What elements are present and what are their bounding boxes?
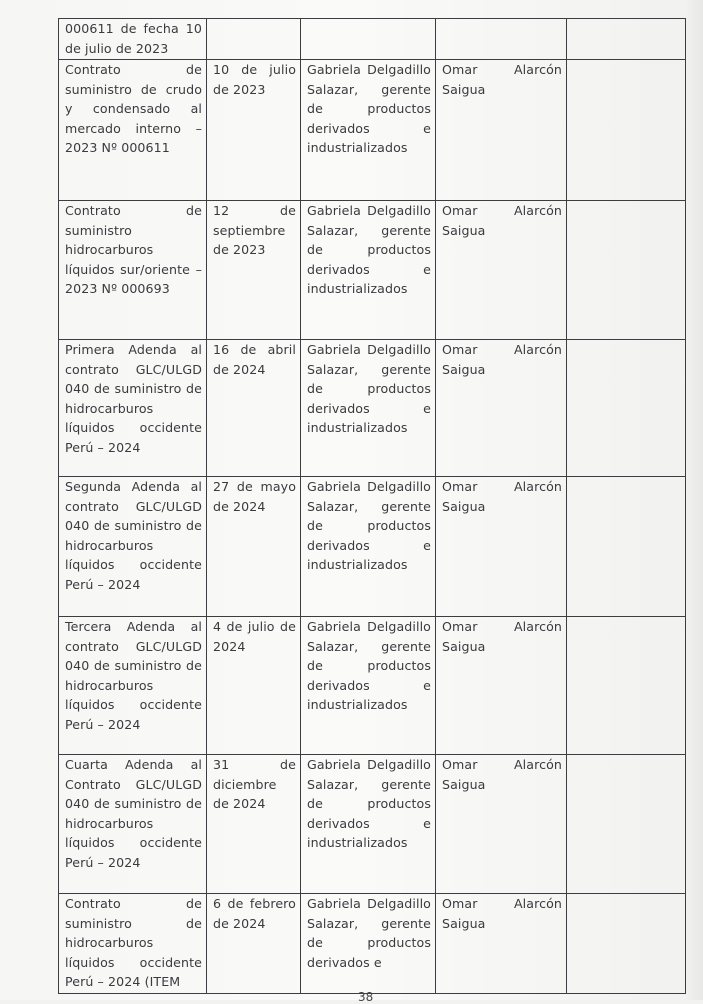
table-row bbox=[59, 477, 686, 617]
date-cell: 12 de septiembre de 2023 bbox=[207, 201, 301, 340]
document-cell: Contrato de suministro de crudo y condensado al mercado interno – 2023 Nº 000611 bbox=[59, 60, 207, 201]
company-signer-cell: Gabriela Delgadillo Salazar, gerente de productos derivados e industrializados bbox=[301, 755, 436, 894]
empty-cell bbox=[567, 19, 686, 60]
empty-cell bbox=[567, 894, 686, 994]
table-row bbox=[59, 340, 686, 477]
document-cell: Tercera Adenda al contrato GLC/ULGD 040 de suministro de hidrocarburos líquidos occidente Perú – 2024 bbox=[59, 617, 207, 755]
empty-cell bbox=[567, 755, 686, 894]
client-signer-cell: Omar Alarcón Saigua bbox=[436, 201, 567, 340]
empty-cell bbox=[567, 201, 686, 340]
document-cell: Segunda Adenda al contrato GLC/ULGD 040 de suministro de hidrocarburos líquidos occidente Perú – 2024 bbox=[59, 477, 207, 617]
table-row bbox=[59, 201, 686, 340]
table-row bbox=[59, 19, 686, 60]
empty-cell bbox=[567, 340, 686, 477]
document-cell: Cuarta Adenda al Contrato GLC/ULGD 040 de suministro de hidrocarburos líquidos occidente Perú – 2024 bbox=[59, 755, 207, 894]
document-cell: Primera Adenda al contrato GLC/ULGD 040 de suministro de hidrocarburos líquidos occidente Perú – 2024 bbox=[59, 340, 207, 477]
client-signer-cell: Omar Alarcón Saigua bbox=[436, 755, 567, 894]
company-signer-cell: Gabriela Delgadillo Salazar, gerente de productos derivados e industrializados bbox=[301, 340, 436, 477]
company-signer-cell: Gabriela Delgadillo Salazar, gerente de productos derivados e industrializados bbox=[301, 477, 436, 617]
company-signer-cell bbox=[301, 19, 436, 60]
client-signer-cell: Omar Alarcón Saigua bbox=[436, 340, 567, 477]
contracts-table bbox=[58, 18, 686, 994]
date-cell: 31 de diciembre de 2024 bbox=[207, 755, 301, 894]
table-row bbox=[59, 755, 686, 894]
document-cell: 000611 de fecha 10 de julio de 2023 bbox=[59, 19, 207, 60]
empty-cell bbox=[567, 477, 686, 617]
client-signer-cell: Omar Alarcón Saigua bbox=[436, 477, 567, 617]
company-signer-cell: Gabriela Delgadillo Salazar, gerente de productos derivados e industrializados bbox=[301, 617, 436, 755]
document-cell: Contrato de suministro hidrocarburos líquidos sur/oriente – 2023 Nº 000693 bbox=[59, 201, 207, 340]
date-cell: 16 de abril de 2024 bbox=[207, 340, 301, 477]
company-signer-cell: Gabriela Delgadillo Salazar, gerente de productos derivados e industrializados bbox=[301, 60, 436, 201]
page-edge-shadow bbox=[685, 0, 703, 1000]
page-number: 38 bbox=[358, 990, 374, 1004]
company-signer-cell: Gabriela Delgadillo Salazar, gerente de productos derivados e industrializados bbox=[301, 201, 436, 340]
client-signer-cell: Omar Alarcón Saigua bbox=[436, 60, 567, 201]
client-signer-cell bbox=[436, 19, 567, 60]
company-signer-cell: Gabriela Delgadillo Salazar, gerente de productos derivados e bbox=[301, 894, 436, 994]
empty-cell bbox=[567, 617, 686, 755]
date-cell bbox=[207, 19, 301, 60]
table-row bbox=[59, 894, 686, 994]
client-signer-cell: Omar Alarcón Saigua bbox=[436, 894, 567, 994]
date-cell: 27 de mayo de 2024 bbox=[207, 477, 301, 617]
document-cell: Contrato de suministro de hidrocarburos líquidos occidente Perú – 2024 (ITEM bbox=[59, 894, 207, 994]
date-cell: 6 de febrero de 2024 bbox=[207, 894, 301, 994]
date-cell: 4 de julio de 2024 bbox=[207, 617, 301, 755]
date-cell: 10 de julio de 2023 bbox=[207, 60, 301, 201]
table-row bbox=[59, 617, 686, 755]
empty-cell bbox=[567, 60, 686, 201]
table-row bbox=[59, 60, 686, 201]
client-signer-cell: Omar Alarcón Saigua bbox=[436, 617, 567, 755]
